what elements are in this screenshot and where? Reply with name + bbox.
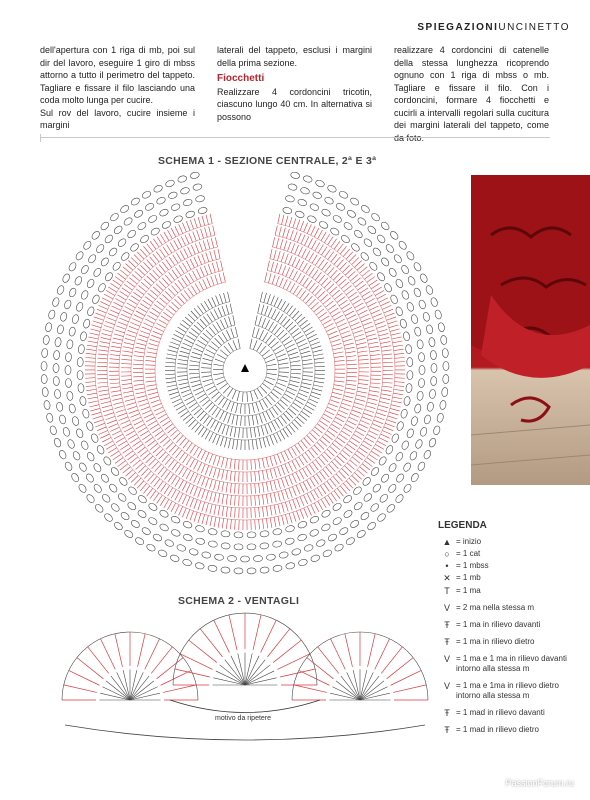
- legend-symbol-icon: V: [443, 654, 450, 664]
- repeat-bracket: [170, 700, 320, 713]
- legend-text: = 1 mb: [456, 573, 481, 582]
- fan-motif: [292, 632, 428, 700]
- header-section: SPIEGAZIONI: [417, 22, 499, 33]
- section-heading: Fiocchetti: [217, 73, 265, 84]
- base-row: [65, 725, 425, 740]
- legend-item: [438, 654, 578, 674]
- photo-illustration: [471, 175, 590, 485]
- legend-text: = 1 ma in rilievo dietro: [456, 637, 535, 646]
- paragraph: laterali del tappeto, esclusi i margini della prima sezione.: [217, 45, 372, 68]
- paragraph: Sul rov del lavoro, cucire insieme i margini: [40, 107, 195, 130]
- schema2-title: SCHEMA 2 - VENTAGLI: [178, 595, 300, 607]
- header-subsection: UNCINETTO: [498, 22, 570, 33]
- legend-symbol-icon: ✕: [443, 573, 451, 583]
- start-marker-icon: [241, 364, 249, 372]
- legend-symbol-icon: Ŧ: [444, 708, 450, 718]
- legend-item: [438, 561, 578, 571]
- text-columns: [40, 44, 550, 144]
- legend-item: [438, 586, 578, 596]
- legend-symbol-icon: V: [443, 681, 450, 691]
- legend-text: = 1 ma: [456, 586, 481, 595]
- legend-text: = 1 ma e 1ma in rilievo dietro intorno alla stessa m: [456, 681, 559, 700]
- legend-item: [438, 681, 578, 701]
- legend-symbol-icon: Ŧ: [444, 637, 450, 647]
- text-column-3: [394, 44, 549, 144]
- fan-motif: [62, 632, 198, 700]
- text-column-1: [40, 44, 195, 144]
- legend: [438, 520, 578, 742]
- legend-symbol-icon: T: [444, 586, 450, 596]
- legend-text: = 1 mbss: [456, 561, 489, 570]
- legend-symbol-icon: ○: [444, 549, 450, 559]
- chain-loops: [53, 183, 437, 562]
- legend-title: LEGENDA: [438, 520, 487, 531]
- chain-loops: [77, 206, 413, 538]
- legend-symbol-icon: •: [445, 561, 449, 571]
- legend-text: = 2 ma nella stessa m: [456, 603, 535, 612]
- legend-symbol-icon: Ŧ: [444, 725, 450, 735]
- schema1-title: SCHEMA 1 - SEZIONE CENTRALE, 2ª E 3ª: [158, 155, 377, 167]
- text-column-2: [217, 44, 372, 144]
- legend-symbol-icon: V: [443, 603, 450, 613]
- legend-text: = inizio: [456, 537, 482, 546]
- legend-item: [438, 637, 578, 647]
- legend-item: [438, 620, 578, 630]
- legend-text: = 1 mad in rilievo davanti: [456, 708, 545, 717]
- motif-label: motivo da ripetere: [215, 715, 272, 722]
- legend-text: = 1 ma e 1 ma in rilievo davanti intorno alla stessa m: [456, 654, 567, 673]
- fan-motif: [173, 613, 317, 685]
- legend-symbol-icon: Ŧ: [444, 620, 450, 630]
- paragraph: realizzare 4 cordoncini di catenelle della stessa lunghezza ricoprendo ognuno con 1 riga di mbss o mb. Tagliare e fissare il filo. Con i cordoncini, formare 4 fiocchetti e cucirli a intervalli regolari sulla cucitura dei margini laterali del tappeto, come da foto.: [394, 45, 549, 143]
- legend-text: = 1 mad in rilievo dietro: [456, 725, 539, 734]
- chain-loops: [41, 171, 449, 574]
- schema2-diagram: [55, 605, 435, 765]
- legend-symbol-icon: ▲: [442, 537, 452, 547]
- legend-list: [438, 537, 578, 735]
- paragraph: dell'apertura con 1 riga di mb, poi sul dir del lavoro, eseguire 1 giro di mbss attorno a tutto il perimetro del tappeto. Tagliare e fissare il filo lasciando una coda molto lunga per cucire.: [40, 45, 195, 105]
- legend-item: [438, 708, 578, 718]
- section-header: [417, 22, 570, 33]
- legend-item: [438, 549, 578, 559]
- legend-item: [438, 725, 578, 735]
- legend-text: = 1 ma in rilievo davanti: [456, 620, 541, 629]
- legend-text: = 1 cat: [456, 549, 481, 558]
- product-photo: [471, 175, 590, 485]
- legend-item: [438, 603, 578, 613]
- watermark: PassionForum.ru: [505, 778, 574, 788]
- paragraph: Realizzare 4 cordoncini tricotin, ciascuno lungo 40 cm. In alternativa si possono: [217, 86, 372, 122]
- legend-item: [438, 537, 578, 547]
- legend-item: [438, 573, 578, 584]
- schema1-diagram: [35, 160, 455, 590]
